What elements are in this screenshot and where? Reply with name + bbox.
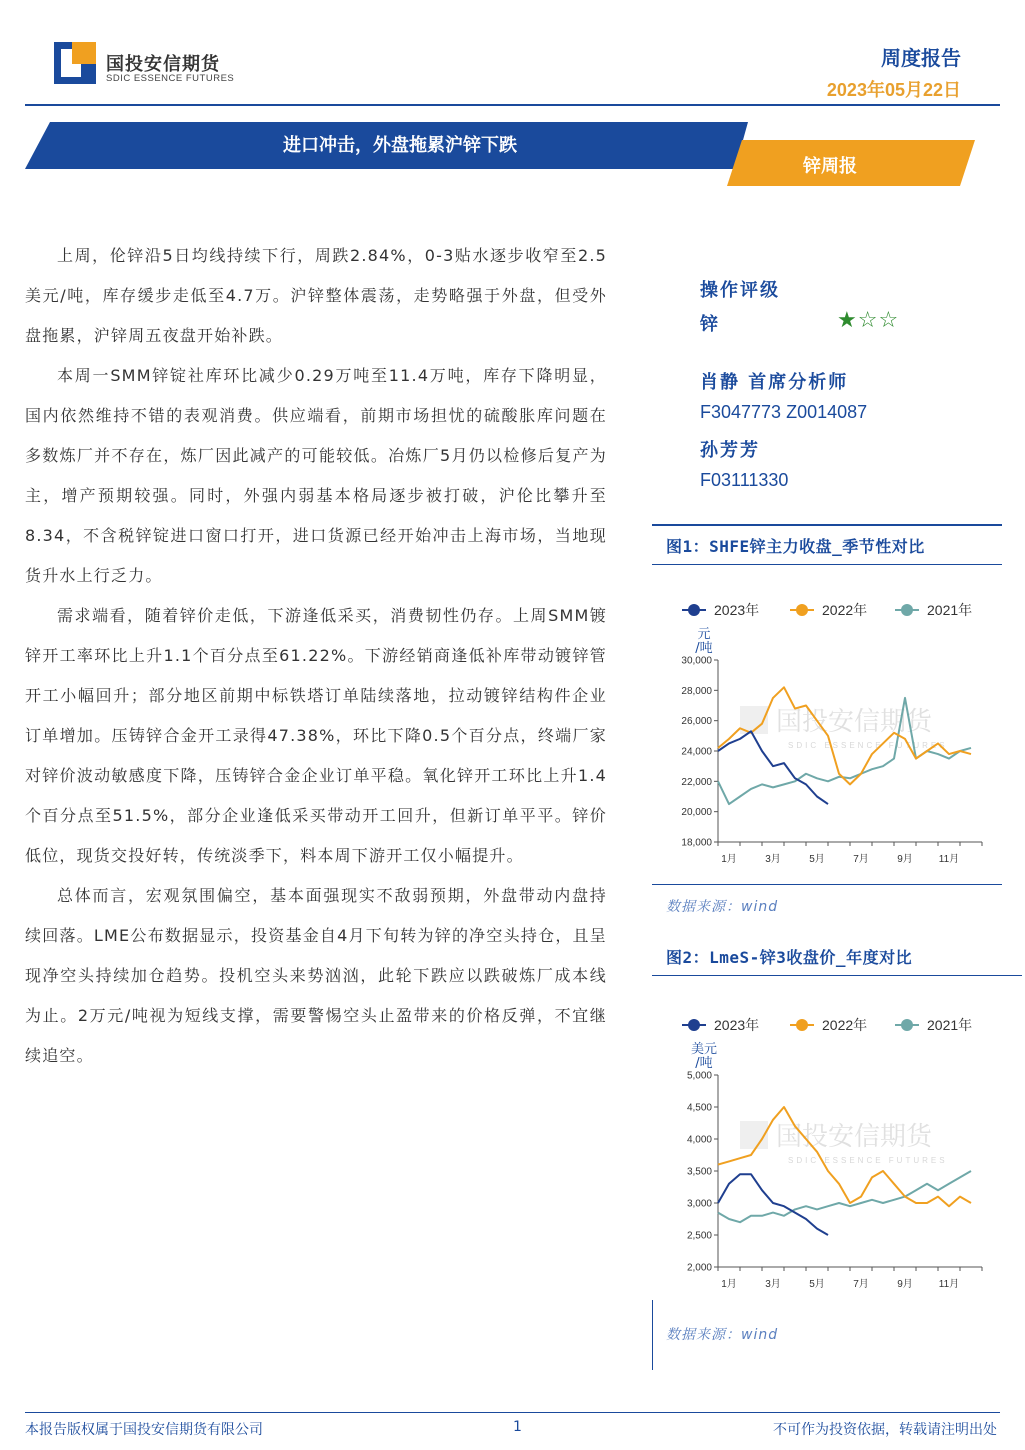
body-paragraph: 上周，伦锌沿5日均线持续下行，周跌2.84%，0-3贴水逐步收窄至2.5美元/吨，库存缓步走低至4.7万。沪锌整体震荡，走势略强于外盘，但受外盘拖累，沪锌周五夜盘开始补跌。 (25, 246, 607, 345)
legend-label: 2022年 (822, 602, 868, 618)
x-tick-label: 5月 (809, 854, 825, 865)
x-tick-label: 11月 (938, 854, 960, 865)
report-type: 周度报告 (881, 46, 961, 70)
y-tick-label: 4,500 (686, 1102, 712, 1114)
chart-1 (660, 590, 1005, 880)
page-number: 1 (513, 1419, 522, 1435)
figure-rule (652, 975, 1022, 976)
x-tick-label: 7月 (853, 854, 869, 865)
x-tick-label: 7月 (853, 1279, 869, 1290)
figure-title: 图1：SHFE锌主力收盘_季节性对比 (666, 537, 925, 556)
y-tick-label: 26,000 (681, 716, 712, 728)
y-unit-label: 美元/吨 (690, 1042, 718, 1071)
analyst-license: F3047773 Z0014087 (700, 402, 868, 422)
y-unit-label: 元/吨 (695, 627, 713, 656)
y-tick-label: 2,000 (686, 1262, 712, 1274)
legend-item (895, 1017, 972, 1033)
footer-copyright: 本报告版权属于国投安信期货有限公司 (25, 1422, 263, 1438)
y-tick-label: 4,000 (686, 1134, 712, 1146)
svg-text:国投安信期货: 国投安信期货 (776, 1122, 933, 1152)
legend-item (790, 602, 867, 618)
report-category-tag: 锌周报 (803, 156, 857, 177)
x-tick-label: 1月 (721, 1279, 737, 1290)
report-body (25, 236, 607, 1076)
figure-rule (652, 564, 1002, 565)
y-tick-label: 30,000 (681, 655, 712, 667)
x-tick-label: 1月 (721, 854, 737, 865)
legend-item (895, 602, 972, 618)
watermark-logo (740, 706, 948, 750)
legend-item (790, 1017, 867, 1033)
x-tick-label: 3月 (765, 854, 781, 865)
report-title: 进口冲击，外盘拖累沪锌下跌 (283, 135, 517, 156)
company-logo-icon (54, 42, 96, 84)
data-source: 数据来源：wind (666, 1327, 779, 1343)
company-name-cn: 国投安信期货 (106, 54, 220, 75)
figure-title: 图2：LmeS-锌3收盘价_年度对比 (666, 948, 913, 967)
rating-title: 操作评级 (700, 280, 780, 301)
y-tick-label: 2,500 (686, 1230, 712, 1242)
company-name-en: SDIC ESSENCE FUTURES (106, 73, 235, 84)
legend-label: 2023年 (714, 1017, 760, 1033)
y-tick-label: 3,500 (686, 1166, 712, 1178)
body-paragraph: 需求端看，随着锌价走低，下游逢低采买，消费韧性仍存。上周SMM镀锌开工率环比上升1.1个百分点至61.22%。下游经销商逢低补库带动镀锌管开工小幅回升；部分地区前期中标铁塔订单陆续落地，拉动镀锌结构件企业订单增加。压铸锌合金开工录得47.38%，环比下降0.5个百分点，终端厂家对锌价波动敏感度下降，压铸锌合金企业订单平稳。氧化锌开工环比上升1.4个百分点至51.5%，部分企业逢低采买带动开工回升，但新订单平平。锌价低位，现货交投好转，传统淡季下，料本周下游开工仅小幅提升。 (25, 606, 607, 865)
y-tick-label: 5,000 (686, 1070, 712, 1082)
rating-item: 锌 (700, 314, 718, 335)
y-tick-label: 24,000 (681, 746, 712, 758)
y-tick-label: 22,000 (681, 776, 712, 788)
analyst-name: 肖静 首席分析师 (700, 372, 849, 393)
y-tick-label: 3,000 (686, 1198, 712, 1210)
series-line-2023年 (718, 1174, 828, 1235)
y-tick-label: 18,000 (681, 837, 712, 849)
legend-label: 2023年 (714, 602, 760, 618)
x-tick-label: 5月 (809, 1279, 825, 1290)
x-tick-label: 9月 (897, 854, 913, 865)
legend-label: 2022年 (822, 1017, 868, 1033)
figure-side-rule (652, 1300, 653, 1370)
svg-text:SDIC ESSENCE FUTURES: SDIC ESSENCE FUTURES (788, 741, 948, 750)
legend-label: 2021年 (927, 602, 973, 618)
x-tick-label: 11月 (938, 1279, 960, 1290)
body-paragraph: 总体而言，宏观氛围偏空，基本面强现实不敌弱预期，外盘带动内盘持续回落。LME公布数据显示，投资基金自4月下旬转为锌的净空头持仓，且呈现净空头持续加仓趋势。投机空头来势汹汹，此轮下跌应以跌破炼厂成本线为止。2万元/吨视为短线支撑，需要警惕空头止盈带来的价格反弹，不宜继续追空。 (25, 886, 607, 1065)
footer-divider (25, 1412, 1000, 1413)
chart-2 (660, 1005, 1005, 1305)
legend-item (682, 602, 759, 618)
x-tick-label: 9月 (897, 1279, 913, 1290)
series-line-2021年 (718, 1171, 971, 1222)
footer-disclaimer: 不可作为投资依据，转载请注明出处 (773, 1422, 997, 1438)
header-divider (25, 104, 1000, 106)
legend-item (682, 1017, 759, 1033)
data-source: 数据来源：wind (666, 899, 779, 915)
figure-rule (652, 884, 1002, 885)
svg-text:国投安信期货: 国投安信期货 (776, 707, 933, 737)
report-date: 2023年05月22日 (826, 80, 961, 100)
analyst-license: F03111330 (700, 470, 789, 490)
chart-1-svg (660, 590, 1005, 880)
chart-2-svg (660, 1005, 1005, 1305)
watermark-logo (740, 1121, 948, 1165)
analyst-name: 孙芳芳 (700, 440, 760, 461)
svg-text:SDIC ESSENCE FUTURES: SDIC ESSENCE FUTURES (788, 1156, 948, 1165)
y-tick-label: 20,000 (681, 807, 712, 819)
legend-label: 2021年 (927, 1017, 973, 1033)
body-paragraph: 本周一SMM锌锭社库环比减少0.29万吨至11.4万吨，库存下降明显，国内依然维持不错的表观消费。供应端看，前期市场担忧的硫酸胀库问题在多数炼厂并不存在，炼厂因此减产的可能较低。冶炼厂5月仍以检修后复产为主，增产预期较强。同时，外强内弱基本格局逐步被打破，沪伦比攀升至8.34，不含税锌锭进口窗口打开，进口货源已经开始冲击上海市场，当地现货升水上行乏力。 (25, 366, 607, 585)
figure-top-rule (652, 524, 1002, 526)
x-tick-label: 3月 (765, 1279, 781, 1290)
y-tick-label: 28,000 (681, 685, 712, 697)
rating-stars: ★☆☆ (837, 308, 900, 333)
